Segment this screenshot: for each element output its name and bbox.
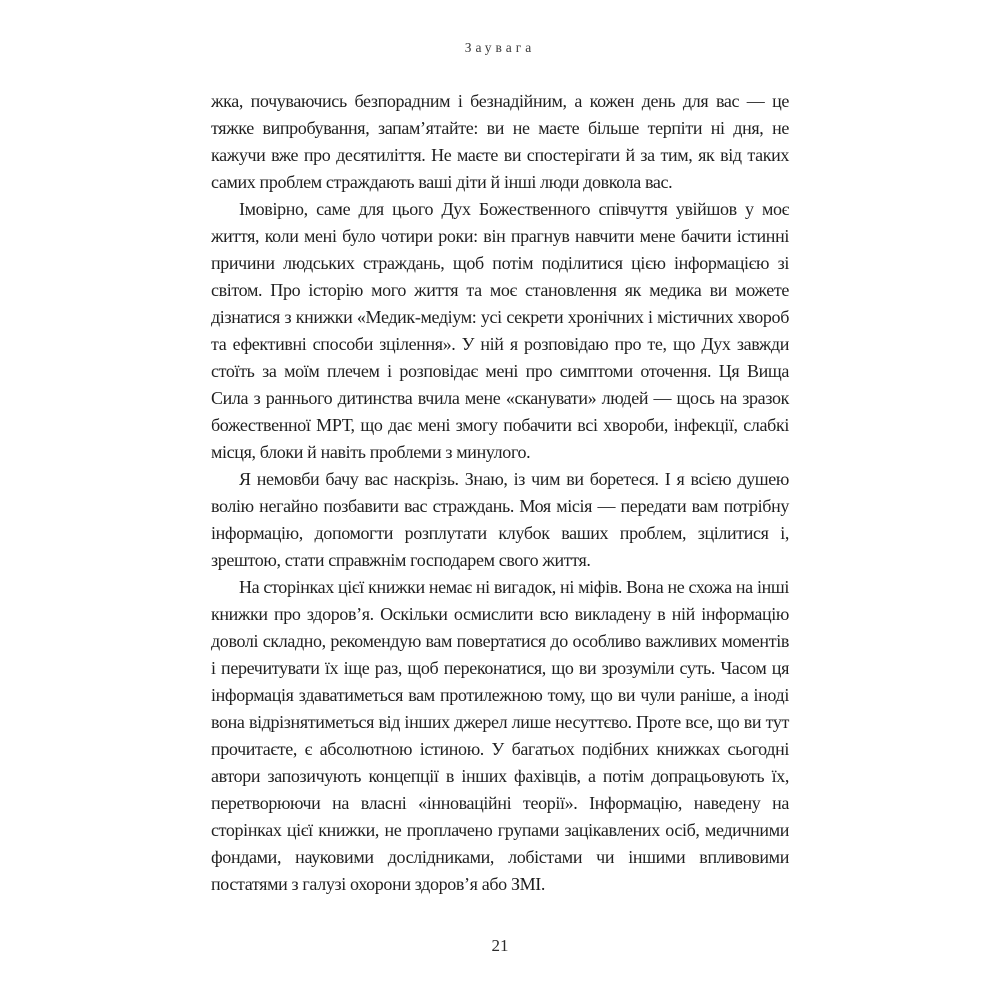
page-number: 21 — [491, 936, 509, 955]
paragraph: Імовірно, саме для цього Дух Божественного співчуття увійшов у моє життя, коли мені було чотири роки: він прагнув навчити мене бачити істинні причини людських страждань, щоб потім поділитися цією інформацією зі світом. Про історію мого життя та моє становлення як медика ви можете дізнатися з книжки «Медик-медіум: усі секрети хронічних і містичних хвороб та ефективні способи зцілення». У ній я розповідаю про те, що Дух завжди стоїть за моїм плечем і розповідає мені про симптоми оточення. Ця Вища Сила з раннього дитинства вчила мене «сканувати» людей — щось на зразок божественної МРТ, що дає мені змогу побачити всі хвороби, інфекції, слабкі місця, блоки й навіть проблеми з минулого. — [211, 199, 789, 462]
running-head: Заувага — [464, 40, 536, 55]
paragraph: На сторінках цієї книжки немає ні вигадок, ні міфів. Вона не схожа на інші книжки про здоров’я. Оскільки осмислити всю викладену в ній інформацію доволі складно, рекомендую вам повертатися до особливо важливих моментів і перечитувати їх іще раз, щоб переконатися, що ви зрозуміли суть. Часом ця інформація здаватиметься вам протилежною тому, що ви чули раніше, а іноді вона відрізнятиметься від інших джерел лише несуттєво. Проте все, що ви тут прочитаєте, є абсолютною істиною. У багатьох подібних книжках сьогодні автори запозичують концепції в інших фахівців, а потім допрацьовують їх, перетворюючи на власні «інноваційні теорії». Інформацію, наведену на сторінках цієї книжки, не проплачено групами зацікавлених осіб, медичними фондами, науковими дослідниками, лобістами чи іншими впливовими постатями з галузі охорони здоров’я або ЗМІ. — [211, 577, 789, 894]
paragraph-continuation: жка, почуваючись безпорадним і безнадійним, а кожен день для вас — це тяжке випробування, запам’ятайте: ви не маєте більше терпіти ні дня, не кажучи вже про десятиліття. Не маєте ви спостерігати й за тим, як від таких самих проблем страждають ваші діти й інші люди довкола вас. — [211, 91, 789, 192]
body-text-block — [211, 88, 789, 898]
paragraph: Я немовби бачу вас наскрізь. Знаю, із чим ви боретеся. І я всією душею волію негайно позбавити вас страждань. Моя місія — передати вам потрібну інформацію, допомогти розплутати клубок ваших проблем, зцілитися і, зрештою, стати справжнім господарем свого життя. — [211, 469, 789, 570]
